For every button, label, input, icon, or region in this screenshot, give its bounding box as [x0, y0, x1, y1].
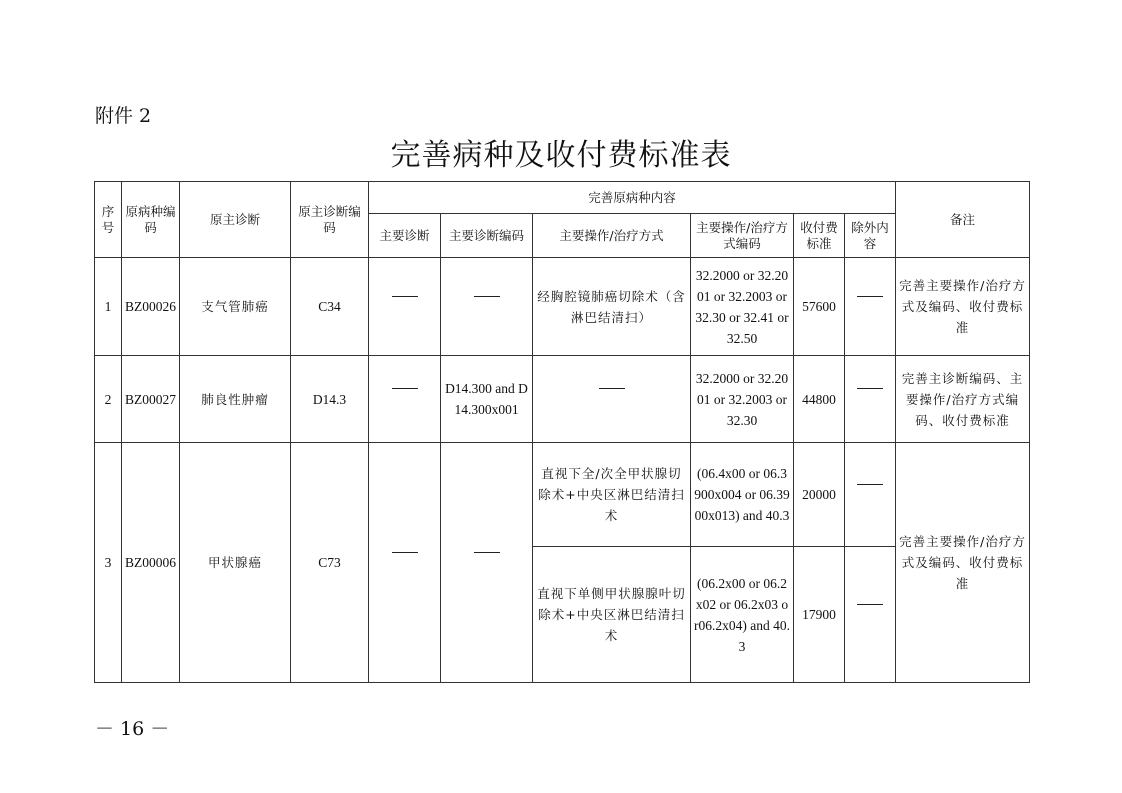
header-orig-code: 原病种编码 — [122, 182, 180, 258]
cell-main-diag — [369, 356, 441, 443]
header-seq: 序号 — [95, 182, 122, 258]
cell-diag-code: C73 — [291, 443, 369, 683]
dash-mark — [392, 552, 418, 574]
page-number: － 16 － — [95, 718, 170, 740]
header-main-op-code: 主要操作/治疗方式编码 — [691, 214, 794, 258]
cell-diag: 支气管肺癌 — [180, 258, 291, 356]
cell-diag: 甲状腺癌 — [180, 443, 291, 683]
header-orig-diag-code: 原主诊断编码 — [291, 182, 369, 258]
cell-op-code: 32.2000 or 32.2001 or 32.2003 or 32.30 — [691, 356, 794, 443]
dash-mark — [857, 296, 883, 318]
header-main-diag-code: 主要诊断编码 — [441, 214, 533, 258]
dash-mark — [857, 604, 883, 626]
cell-main-op: 直视下全/次全甲状腺切除术+中央区淋巴结清扫术 — [533, 443, 691, 547]
dash-mark — [474, 296, 500, 318]
header-orig-diag: 原主诊断 — [180, 182, 291, 258]
cell-diag-code: C34 — [291, 258, 369, 356]
cell-main-diag-code — [441, 443, 533, 683]
cell-seq: 2 — [95, 356, 122, 443]
cell-fee: 20000 — [794, 443, 845, 547]
cell-exclude — [845, 443, 896, 547]
page-title: 完善病种及收付费标准表 — [390, 138, 732, 173]
cell-diag-code: D14.3 — [291, 356, 369, 443]
table-row — [95, 356, 1030, 443]
dash-mark — [392, 388, 418, 410]
cell-op-code: (06.4x00 or 06.3900x004 or 06.3900x013) and 40.3 — [691, 443, 794, 547]
cell-code: BZ00027 — [122, 356, 180, 443]
header-exclude: 除外内容 — [845, 214, 896, 258]
cell-remark: 完善主诊断编码、主要操作/治疗方式编码、收付费标准 — [896, 356, 1030, 443]
cell-seq: 3 — [95, 443, 122, 683]
cell-fee: 44800 — [794, 356, 845, 443]
cell-main-diag-code: D14.300 and D14.300x001 — [441, 356, 533, 443]
cell-fee: 17900 — [794, 547, 845, 683]
cell-seq: 1 — [95, 258, 122, 356]
header-remark: 备注 — [896, 182, 1030, 258]
dash-mark — [857, 484, 883, 506]
dash-mark — [857, 388, 883, 410]
cell-diag: 肺良性肿瘤 — [180, 356, 291, 443]
cell-exclude — [845, 547, 896, 683]
cell-main-op: 经胸腔镜肺癌切除术（含淋巴结清扫） — [533, 258, 691, 356]
table-header-row — [95, 182, 1030, 214]
standard-fee-table — [94, 181, 1030, 683]
cell-code: BZ00006 — [122, 443, 180, 683]
cell-main-diag — [369, 258, 441, 356]
header-fee: 收付费标准 — [794, 214, 845, 258]
table-row — [95, 443, 1030, 547]
cell-remark: 完善主要操作/治疗方式及编码、收付费标准 — [896, 258, 1030, 356]
cell-main-diag — [369, 443, 441, 683]
cell-main-op: 直视下单侧甲状腺腺叶切除术+中央区淋巴结清扫术 — [533, 547, 691, 683]
cell-exclude — [845, 258, 896, 356]
header-group: 完善原病种内容 — [369, 182, 896, 214]
cell-fee: 57600 — [794, 258, 845, 356]
cell-main-op — [533, 356, 691, 443]
cell-op-code: 32.2000 or 32.2001 or 32.2003 or 32.30 or 32.41 or 32.50 — [691, 258, 794, 356]
dash-mark — [474, 552, 500, 574]
attachment-label: 附件 2 — [95, 105, 152, 127]
cell-op-code: (06.2x00 or 06.2x02 or 06.2x03 or06.2x04) and 40.3 — [691, 547, 794, 683]
cell-exclude — [845, 356, 896, 443]
table-row — [95, 258, 1030, 356]
header-main-op: 主要操作/治疗方式 — [533, 214, 691, 258]
dash-mark — [599, 388, 625, 410]
dash-mark — [392, 296, 418, 318]
cell-main-diag-code — [441, 258, 533, 356]
cell-code: BZ00026 — [122, 258, 180, 356]
header-main-diag: 主要诊断 — [369, 214, 441, 258]
cell-remark: 完善主要操作/治疗方式及编码、收付费标准 — [896, 443, 1030, 683]
